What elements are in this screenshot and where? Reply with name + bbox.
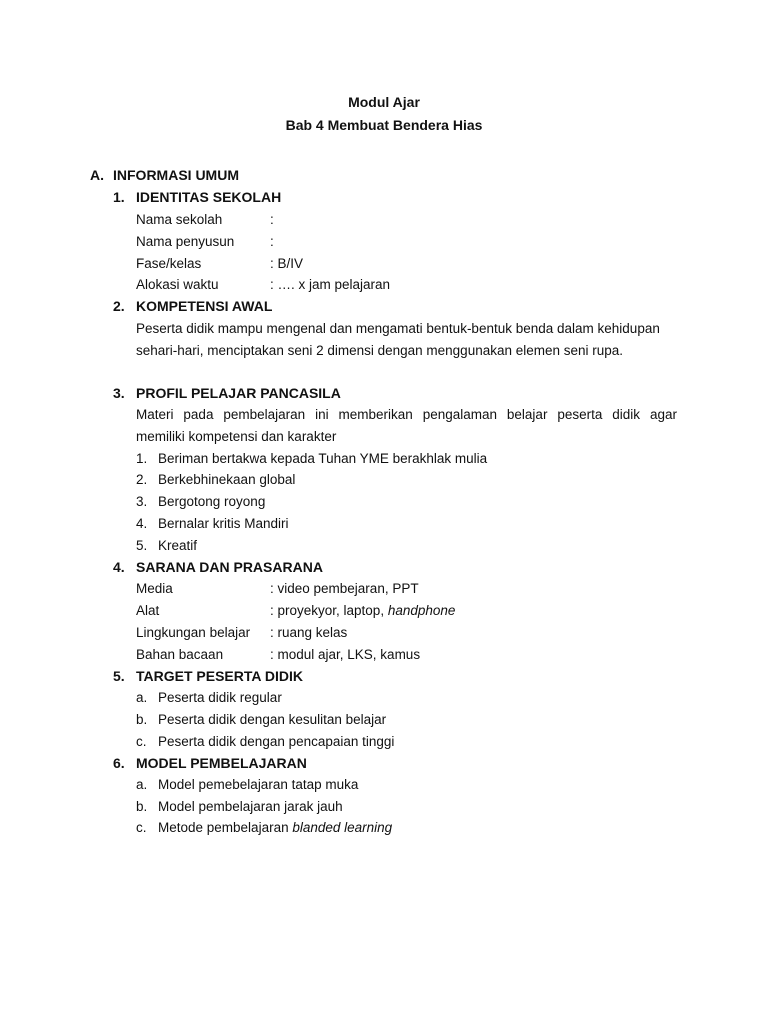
list-item: Bergotong royong <box>158 494 266 509</box>
list-item <box>158 820 392 835</box>
list-number: 1. <box>136 451 148 466</box>
list-number: 2. <box>136 472 148 487</box>
list-item: Peserta didik dengan kesulitan belajar <box>158 712 387 727</box>
list-item-italic: blanded learning <box>292 820 393 835</box>
list-letter: b. <box>136 799 148 814</box>
section-a-marker: A. <box>90 167 104 183</box>
field-value: : <box>270 212 274 227</box>
document-title: Modul Ajar <box>348 94 420 110</box>
list-item: Peserta didik regular <box>158 690 282 705</box>
list-item: Beriman bertakwa kepada Tuhan YME berakhlak mulia <box>158 451 488 466</box>
field-value: : modul ajar, LKS, kamus <box>270 647 421 662</box>
section-2-heading: KOMPETENSI AWAL <box>136 298 273 314</box>
list-letter: a. <box>136 777 148 792</box>
list-item: Peserta didik dengan pencapaian tinggi <box>158 734 395 749</box>
list-letter: b. <box>136 712 148 727</box>
section-1-heading: IDENTITAS SEKOLAH <box>136 189 282 205</box>
list-letter: a. <box>136 690 148 705</box>
field-value <box>270 603 455 618</box>
paragraph-line: Materi pada pembelajaran ini memberikan pengalaman belajar peserta didik agar <box>136 407 677 422</box>
paragraph-line: memiliki kompetensi dan karakter <box>136 429 337 444</box>
list-number: 3. <box>136 494 148 509</box>
list-item: Berkebhinekaan global <box>158 472 296 487</box>
field-value: : …. x jam pelajaran <box>270 277 391 292</box>
section-a-heading: INFORMASI UMUM <box>113 167 239 183</box>
list-item: Kreatif <box>158 538 198 553</box>
field-label: Alat <box>136 603 160 618</box>
section-5-heading: TARGET PESERTA DIDIK <box>136 668 303 684</box>
document-subtitle: Bab 4 Membuat Bendera Hias <box>285 117 483 133</box>
field-value: : B/IV <box>270 256 304 271</box>
section-3-heading: PROFIL PELAJAR PANCASILA <box>136 385 341 401</box>
field-value: : <box>270 234 274 249</box>
field-value-text: : proyekyor, laptop, <box>270 603 388 618</box>
list-number: 5. <box>136 538 148 553</box>
section-3-number: 3. <box>113 385 125 401</box>
field-label: Fase/kelas <box>136 256 202 271</box>
list-item-text: Metode pembelajaran <box>158 820 293 835</box>
section-6-heading: MODEL PEMBELAJARAN <box>136 755 307 771</box>
field-value: : ruang kelas <box>270 625 348 640</box>
section-5-number: 5. <box>113 668 125 684</box>
section-2-number: 2. <box>113 298 125 314</box>
field-label: Lingkungan belajar <box>136 625 251 640</box>
list-item: Model pembelajaran jarak jauh <box>158 799 343 814</box>
section-4-heading: SARANA DAN PRASARANA <box>136 559 323 575</box>
paragraph-line: Peserta didik mampu mengenal dan mengamati bentuk-bentuk benda dalam kehidupan <box>136 321 660 336</box>
field-label: Nama sekolah <box>136 212 223 227</box>
field-label: Nama penyusun <box>136 234 235 249</box>
section-4-number: 4. <box>113 559 125 575</box>
section-1-number: 1. <box>113 189 125 205</box>
list-item: Model pemebelajaran tatap muka <box>158 777 359 792</box>
list-item: Bernalar kritis Mandiri <box>158 516 289 531</box>
field-label: Alokasi waktu <box>136 277 219 292</box>
list-letter: c. <box>136 734 147 749</box>
list-number: 4. <box>136 516 148 531</box>
paragraph-line: sehari-hari, menciptakan seni 2 dimensi dengan menggunakan elemen seni rupa. <box>136 343 624 358</box>
section-6-number: 6. <box>113 755 125 771</box>
field-label: Media <box>136 581 173 596</box>
field-value-italic: handphone <box>387 603 456 618</box>
field-value: : video pembejaran, PPT <box>270 581 419 596</box>
list-letter: c. <box>136 820 147 835</box>
field-label: Bahan bacaan <box>136 647 224 662</box>
